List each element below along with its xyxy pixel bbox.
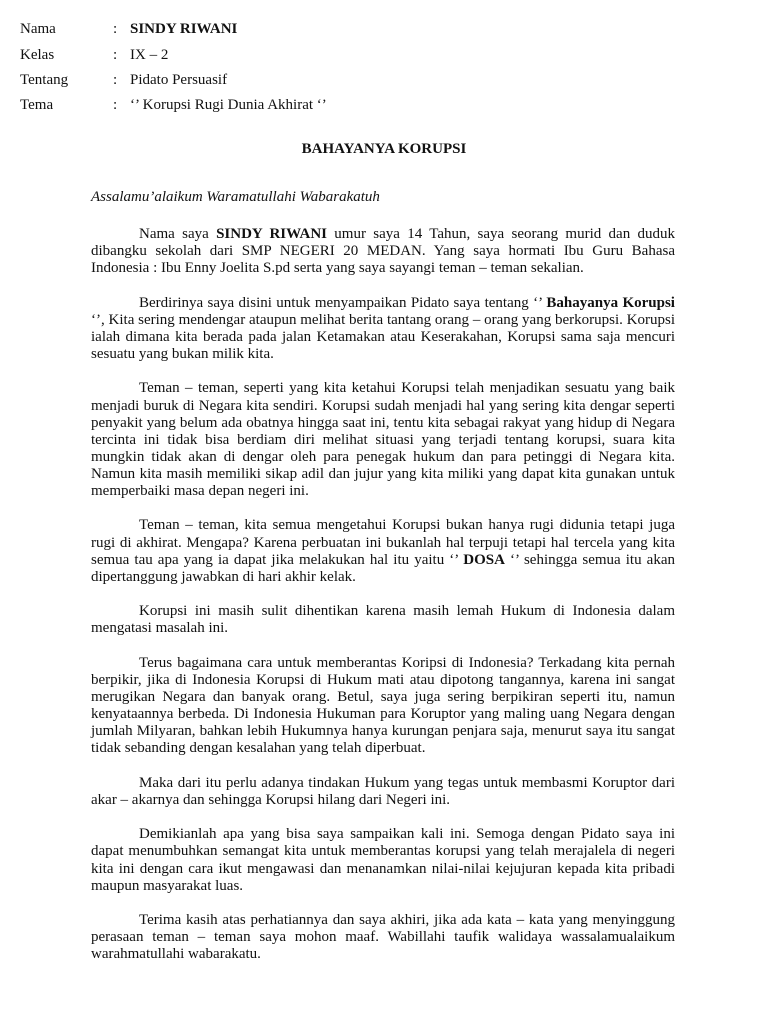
speech-paragraph [91, 912, 675, 963]
paragraph-text: umur saya 14 Tahun, saya seorang murid dan duduk dibangku sekolah dari SMP NEGERI 20 MEDAN. Yang saya hormati Ibu Guru Bahasa Indonesia : Ibu Enny Joelita S.pd serta yang saya sayangi teman – teman sekalian. [91, 226, 676, 277]
speech-paragraph [91, 603, 675, 637]
meta-colon: : [113, 72, 118, 88]
paragraph-text: Berdirinya saya disini untuk menyampaikan Pidato saya tentang ‘’ [139, 294, 547, 311]
speech-paragraph [91, 775, 675, 809]
emphasis-text: SINDY RIWANI [216, 226, 327, 242]
paragraph-text: Teman – teman, kita semua mengetahui Korupsi bukan hanya rugi didunia tetapi juga rugi di akhirat. Mengapa? Karena perbuatan ini bukanlah hal terpuji tetapi hal tercela yang kita semua tau apa yang ia dapat jika melakukan hal itu yaitu ‘’ [91, 517, 675, 568]
meta-value-kelas: IX – 2 [130, 47, 169, 63]
speech-paragraph [91, 826, 675, 894]
greeting: Assalamu’alaikum Waramatullahi Wabarakatuh [91, 189, 380, 205]
document-title: BAHAYANYA KORUPSI [301, 141, 467, 157]
emphasis-text: Bahayanya Korupsi [546, 294, 675, 311]
meta-label: Tema [20, 97, 54, 113]
paragraph-text: Teman – teman, seperti yang kita ketahui Korupsi telah menjadikan sesuatu yang baik menjadi buruk di Negara kita sendiri. Korupsi sudah menjadi hal yang sering kita dengar seperti penyakit yang belum ada obatnya hingga saat ini, tentu kita sebagai rakyat yang hidup di Negara tercinta ini tidak bisa berdiam diri melihat situasi yang terjadi tentang korupsi, suara kita mungkin tidak akan di dengar oleh para penegak hukum dan para petinggi di Negara kita. Namun kita masih memiliki sikap adil dan jujur yang kita miliki yang dapat kita gunakan untuk memperbaiki masa depan negeri ini. [91, 380, 675, 499]
meta-label: Nama [20, 21, 56, 37]
meta-colon: : [113, 97, 118, 113]
meta-colon: : [113, 21, 118, 37]
paragraph-text: Demikianlah apa yang bisa saya sampaikan kali ini. Semoga dengan Pidato saya ini dapat menumbuhkan semangat kita untuk memberantas korupsi yang telah merajalela di negeri kita ini dengan cara ikut mengawasi dan menanamkan nilai-nilai kejujuran kepada kita pribadi maupun masyarakat luas. [91, 826, 675, 894]
speech-paragraph [91, 655, 675, 758]
speech-paragraph [91, 226, 675, 277]
speech-paragraph [91, 295, 675, 363]
meta-colon: : [113, 47, 118, 63]
paragraph-text: ‘’, Kita sering mendengar ataupun melihat berita tantang orang – orang yang berkorupsi. Korupsi ialah dimana kita berada pada jalan Ketamakan atau Keserakahan, Korupsi sama saja mencuri sesuatu yang bukan milik kita. [91, 311, 675, 362]
paragraph-text: ‘’ sehingga semua itu akan dipertanggung jawabkan di hari akhir kelak. [91, 551, 675, 585]
meta-value-tentang: Pidato Persuasif [130, 72, 228, 88]
paragraph-text: Terima kasih atas perhatiannya dan saya akhiri, jika ada kata – kata yang menyinggung perasaan teman – teman saya mohon maaf. Wabillahi taufik walidaya wassalamualaikum warahmatullahi wabarakatu. [91, 912, 675, 963]
meta-label: Tentang [20, 72, 69, 88]
speech-paragraph [91, 380, 675, 500]
emphasis-text: DOSA [463, 551, 505, 568]
speech-body [91, 226, 675, 981]
paragraph-text: Maka dari itu perlu adanya tindakan Hukum yang tegas untuk membasmi Koruptor dari akar – akarnya dan sehingga Korupsi hilang dari Negeri ini. [91, 774, 675, 808]
speech-paragraph [91, 517, 675, 585]
paragraph-text: Korupsi ini masih sulit dihentikan karena masih lemah Hukum di Indonesia dalam mengatasi masalah ini. [91, 603, 675, 637]
paragraph-text: Terus bagaimana cara untuk memberantas Koripsi di Indonesia? Terkadang kita pernah berpikir, jika di Indonesia Korupsi di Hukum mati atau dipotong tangannya, karena ini sangat merugikan Negara dan banyak orang. Betul, saya juga sering berpikiran seperti itu, namun kenyataannya berbeda. Di Indonesia Hukuman para Koruptor yang maling uang Negara dengan jumlah Milyaran, bahkan lebih Hukumnya hanya kurungan penjara saja, menurut saya itu sangat tidak sebanding dengan kesalahan yang telah diperbuat. [91, 654, 675, 757]
paragraph-text: Nama saya [139, 226, 217, 242]
meta-value-tema: ‘’ Korupsi Rugi Dunia Akhirat ‘’ [130, 97, 327, 113]
meta-value-nama: SINDY RIWANI [130, 21, 238, 37]
meta-label: Kelas [20, 47, 55, 63]
